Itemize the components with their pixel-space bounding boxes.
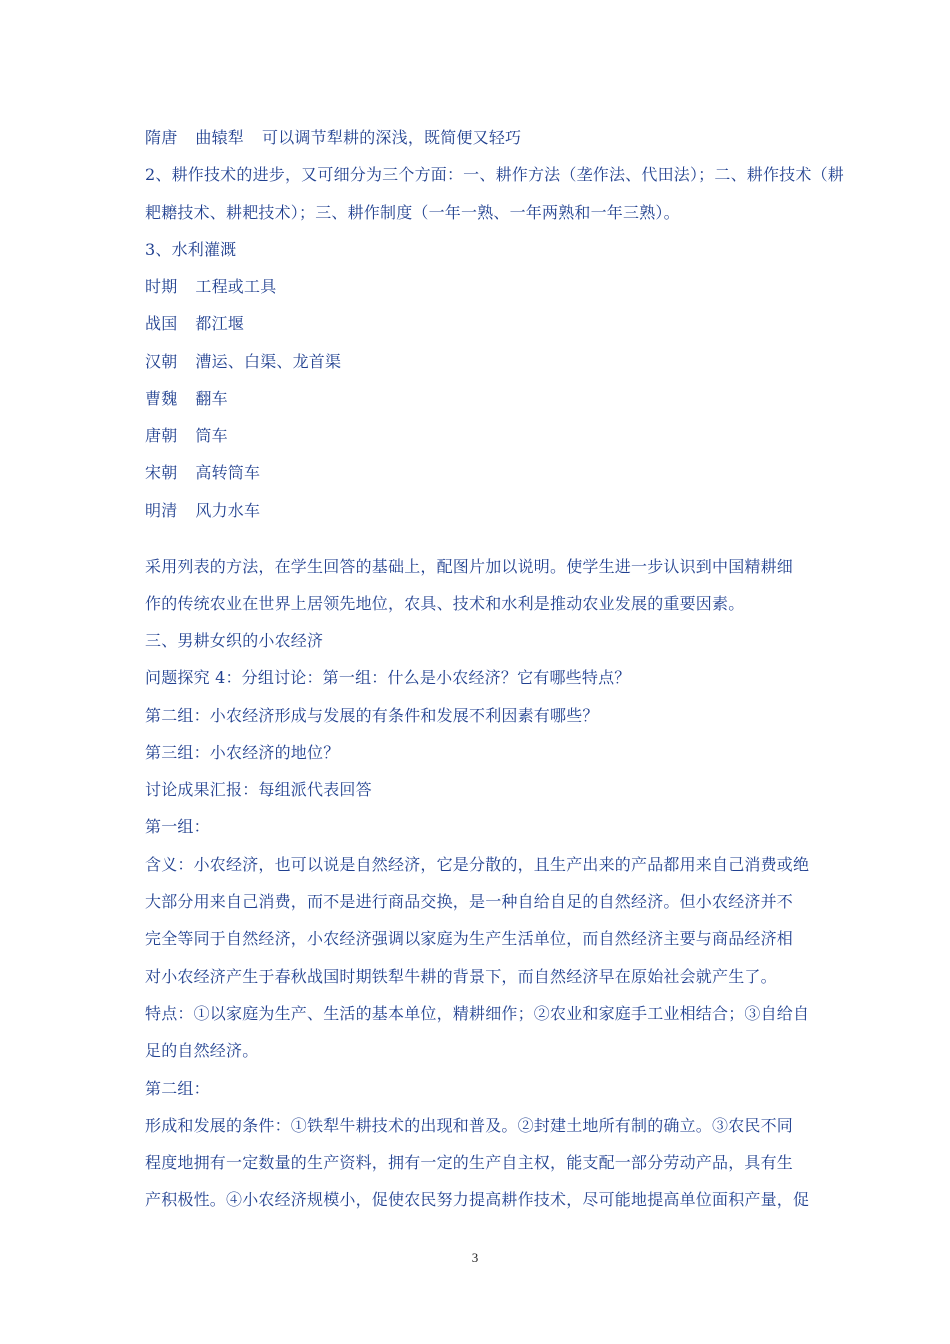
section-heading: 三、男耕女织的小农经济 xyxy=(145,631,324,650)
text-line: 产积极性。④小农经济规模小，促使农民努力提高耕作技术，尽可能地提高单位面积产量，促 xyxy=(145,1190,810,1209)
text-line: 采用列表的方法，在学生回答的基础上，配图片加以说明。使学生进一步认识到中国精耕细 xyxy=(145,557,794,576)
text-line: 第二组：小农经济形成与发展的有条件和发展不利因素有哪些？ xyxy=(145,706,599,725)
project-cell: 风力水车 xyxy=(195,501,261,520)
period-cell: 曹魏 xyxy=(145,389,178,408)
text-line: 形成和发展的条件：①铁犁牛耕技术的出现和普及。②封建土地所有制的确立。③农民不同 xyxy=(145,1116,794,1135)
project-cell: 工程或工具 xyxy=(195,277,277,296)
period-cell: 唐朝 xyxy=(145,426,178,445)
text-line: 讨论成果汇报：每组派代表回答 xyxy=(145,780,372,799)
table-row xyxy=(145,352,810,372)
text-line: 耙耱技术、耕耙技术）；三、耕作制度（一年一熟、一年两熟和一年三熟）。 xyxy=(145,203,680,222)
table-row xyxy=(145,389,810,409)
tool-cell: 曲辕犁 xyxy=(195,128,245,147)
project-cell: 都江堰 xyxy=(195,314,245,333)
period-cell: 宋朝 xyxy=(145,463,178,482)
period-cell: 隋唐 xyxy=(145,128,178,147)
table-row xyxy=(145,463,810,483)
section-heading: 3、水利灌溉 xyxy=(145,240,237,259)
project-cell: 漕运、白渠、龙首渠 xyxy=(195,352,342,371)
text-line: 程度地拥有一定数量的生产资料，拥有一定的生产自主权，能支配一部分劳动产品，具有生 xyxy=(145,1153,794,1172)
text-line: 特点：①以家庭为生产、生活的基本单位，精耕细作；②农业和家庭手工业相结合；③自给自 xyxy=(145,1004,810,1023)
period-cell: 明清 xyxy=(145,501,178,520)
text-line: 2、耕作技术的进步，又可细分为三个方面：一、耕作方法（垄作法、代田法）；二、耕作技术（耕 xyxy=(145,165,844,184)
text-line: 第三组：小农经济的地位？ xyxy=(145,743,340,762)
table-row xyxy=(145,426,810,446)
text-line: 含义：小农经济，也可以说是自然经济，它是分散的，且生产出来的产品都用来自己消费或绝 xyxy=(145,855,810,874)
project-cell: 翻车 xyxy=(195,389,228,408)
project-cell: 高转筒车 xyxy=(195,463,261,482)
project-cell: 筒车 xyxy=(195,426,228,445)
period-cell: 战国 xyxy=(145,314,178,333)
table-row xyxy=(145,277,810,297)
text-line: 第二组： xyxy=(145,1079,210,1098)
text-line: 大部分用来自己消费，而不是进行商品交换，是一种自给自足的自然经济。但小农经济并不 xyxy=(145,892,794,911)
text-line: 第一组： xyxy=(145,817,210,836)
text-line: 完全等同于自然经济，小农经济强调以家庭为生产生活单位，而自然经济主要与商品经济相 xyxy=(145,929,794,948)
text-line: 作的传统农业在世界上居领先地位，农具、技术和水利是推动农业发展的重要因素。 xyxy=(145,594,745,613)
text-line xyxy=(145,128,810,148)
period-cell: 时期 xyxy=(145,277,178,296)
page-number: 3 xyxy=(471,1250,479,1265)
period-cell: 汉朝 xyxy=(145,352,178,371)
text-line: 对小农经济产生于春秋战国时期铁犁牛耕的背景下，而自然经济早在原始社会就产生了。 xyxy=(145,967,777,986)
description-cell: 可以调节犁耕的深浅，既简便又轻巧 xyxy=(262,128,522,147)
table-row xyxy=(145,501,810,521)
text-line: 问题探究 4：分组讨论：第一组：什么是小农经济？它有哪些特点？ xyxy=(145,668,631,687)
text-line: 足的自然经济。 xyxy=(145,1041,259,1060)
table-row xyxy=(145,314,810,334)
